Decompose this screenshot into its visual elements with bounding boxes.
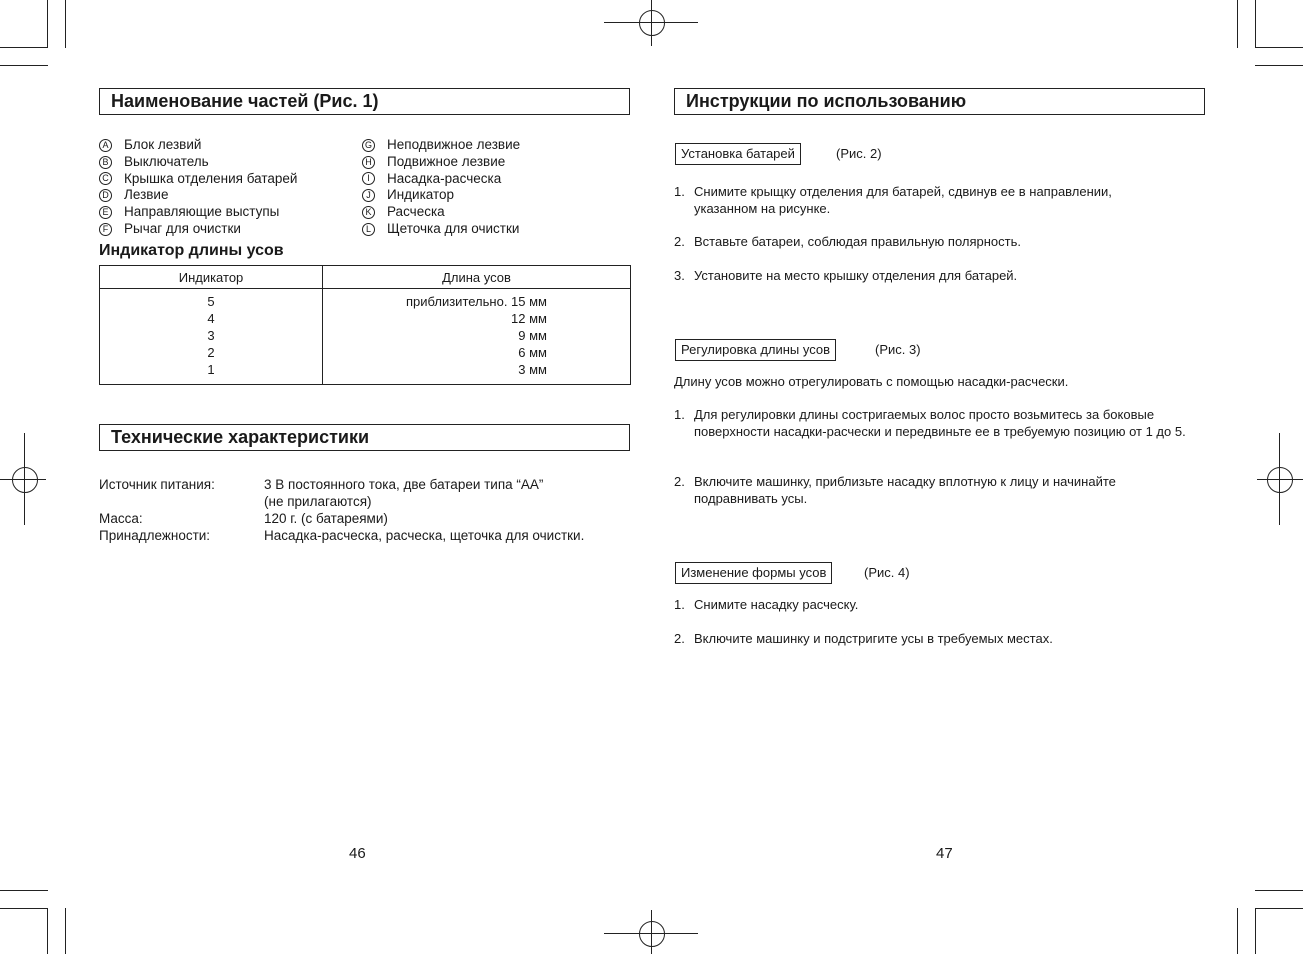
letter-e-icon: E <box>99 206 112 219</box>
part-item: K Расческа <box>362 204 520 221</box>
battery-step-1: 1. Снимите крыщку отделения для батарей, сдвинув ее в направлении, указанном на рисунке. <box>674 184 1112 216</box>
letter-h-icon: H <box>362 156 375 169</box>
shape-figure-ref: (Рис. 4) <box>864 565 910 580</box>
parts-section-title: Наименование частей (Рис. 1) <box>99 88 630 115</box>
parts-list-col2 <box>362 137 520 238</box>
indicator-table <box>99 265 631 385</box>
letter-b-icon: B <box>99 156 112 169</box>
table-header-indicator: Индикатор <box>100 266 323 289</box>
length-intro: Длину усов можно отрегулировать с помощью насадки-расчески. <box>674 374 1069 389</box>
letter-c-icon: C <box>99 172 112 185</box>
length-figure-ref: (Рис. 3) <box>875 342 921 357</box>
shape-change-label: Изменение формы усов <box>675 562 832 584</box>
part-item: J Индикатор <box>362 187 520 204</box>
battery-figure-ref: (Рис. 2) <box>836 146 882 161</box>
shape-step-2: 2. Включите машинку и подстригите усы в требуемых местах. <box>674 631 1053 646</box>
letter-k-icon: K <box>362 206 375 219</box>
part-item: H Подвижное лезвие <box>362 154 520 171</box>
instructions-section-title: Инструкции по использованию <box>674 88 1205 115</box>
spec-row: Принадлежности: Насадка-расческа, расческа, щеточка для очистки. <box>99 528 585 543</box>
parts-list-col1 <box>99 137 297 238</box>
part-item: G Неподвижное лезвие <box>362 137 520 154</box>
shape-step-1: 1. Снимите насадку расческу. <box>674 597 859 612</box>
indicator-title: Индикатор длины усов <box>99 242 284 259</box>
indicator-values-cell: 5 4 3 2 1 <box>100 289 323 385</box>
table-header-length: Длина усов <box>323 266 631 289</box>
part-item: I Насадка-расческа <box>362 171 520 188</box>
letter-a-icon: A <box>99 139 112 152</box>
spec-row: Источник питания: 3 В постоянного тока, две батареи типа “AA” <box>99 477 544 492</box>
page-number-left: 46 <box>349 845 366 862</box>
part-item: E Направляющие выступы <box>99 204 297 221</box>
table-header-row <box>100 266 631 289</box>
page-number-right: 47 <box>936 845 953 862</box>
battery-install-label: Установка батарей <box>675 143 801 165</box>
part-item: L Щеточка для очистки <box>362 221 520 238</box>
length-step-2: 2. Включите машинку, приблизьте насадку вплотную к лицу и начинайте подравнивать усы. <box>674 474 1116 506</box>
letter-i-icon: I <box>362 172 375 185</box>
letter-l-icon: L <box>362 223 375 236</box>
part-item: A Блок лезвий <box>99 137 297 154</box>
letter-g-icon: G <box>362 139 375 152</box>
length-adjust-label: Регулировка длины усов <box>675 339 836 361</box>
battery-step-2: 2. Вставьте батареи, соблюдая правильную полярность. <box>674 234 1022 249</box>
letter-d-icon: D <box>99 189 112 202</box>
battery-step-3: 3. Установите на место крышку отделения для батарей. <box>674 268 1018 283</box>
letter-f-icon: F <box>99 223 112 236</box>
spec-row: (не прилагаются) <box>264 494 372 509</box>
length-values-cell: приблизительно. 15 мм 12 мм 9 мм 6 мм 3 мм <box>323 289 631 385</box>
spec-row: Масса: 120 г. (с батареями) <box>99 511 388 526</box>
specs-list <box>99 476 584 544</box>
specs-section-title: Технические характеристики <box>99 424 630 451</box>
part-item: F Рычаг для очистки <box>99 221 297 238</box>
table-row <box>100 289 631 385</box>
part-item: C Крышка отделения батарей <box>99 171 297 188</box>
letter-j-icon: J <box>362 189 375 202</box>
part-item: B Выключатель <box>99 154 297 171</box>
part-item: D Лезвие <box>99 187 297 204</box>
length-step-1: 1. Для регулировки длины состригаемых волос просто возьмитесь за боковые поверхности насадки-расчески и передвиньте ее в требуемую позицию от 1 до 5. <box>674 407 1186 439</box>
